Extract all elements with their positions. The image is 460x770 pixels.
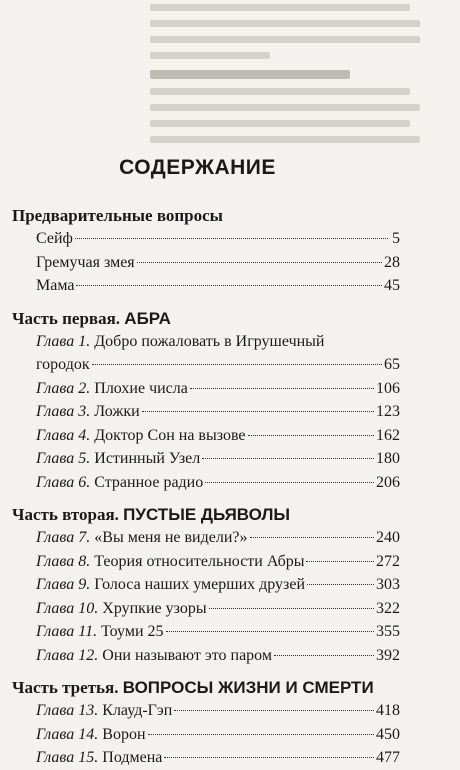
toc-section-preliminary [12, 205, 400, 298]
toc-entry[interactable] [12, 471, 400, 495]
chapter-label: Глава 9. [36, 576, 91, 593]
page-number: 303 [376, 576, 400, 593]
toc-entry[interactable] [12, 251, 400, 275]
entry-title: Добро пожаловать в Игрушечный [94, 332, 325, 350]
dot-leader [142, 411, 374, 412]
toc-entry[interactable] [12, 330, 400, 377]
dot-leader [274, 655, 374, 656]
dot-leader [75, 238, 388, 239]
section-title [12, 308, 400, 330]
section-title [12, 677, 400, 699]
page-number: 355 [376, 623, 400, 640]
entry-title: Истинный Узел [94, 450, 201, 467]
dot-leader [202, 458, 374, 459]
chapter-label: Глава 3. [36, 403, 91, 420]
dot-leader [190, 388, 374, 389]
page-number: 322 [376, 599, 400, 617]
entry-title: «Вы меня не видели?» [94, 529, 248, 546]
toc-section-part-one [12, 308, 400, 495]
toc-entry[interactable] [12, 644, 400, 668]
entry-title: Они называют это паром [102, 646, 272, 664]
dot-leader [248, 435, 374, 436]
dot-leader [92, 364, 382, 365]
dot-leader [209, 608, 374, 609]
dot-leader [164, 757, 374, 758]
toc-section-part-three [12, 677, 400, 770]
dot-leader [148, 734, 375, 735]
page-number: 123 [376, 403, 400, 420]
toc-entry[interactable] [12, 746, 400, 770]
section-title-main: АБРА [124, 308, 171, 328]
toc-entry[interactable] [12, 274, 400, 298]
page-number: 240 [376, 529, 400, 546]
toc-section-part-two [12, 504, 400, 667]
page-number: 418 [376, 702, 400, 719]
page-number: 206 [376, 473, 400, 491]
entry-title: Плохие числа [94, 379, 188, 397]
entry-title: Тоуми 25 [101, 623, 164, 640]
entry-title: Подмена [102, 749, 163, 766]
dot-leader [205, 482, 374, 483]
toc-entry[interactable] [12, 526, 400, 550]
chapter-label: Глава 6. [36, 473, 91, 491]
toc-entry[interactable] [12, 550, 400, 574]
table-of-contents [12, 205, 400, 770]
entry-title: Гремучая змея [36, 253, 135, 271]
page-number: 5 [392, 230, 400, 247]
chapter-label: Глава 2. [36, 379, 91, 397]
toc-entry[interactable] [12, 447, 400, 471]
page-number: 477 [376, 749, 400, 766]
dot-leader [307, 584, 374, 585]
dot-leader [250, 537, 374, 538]
entry-title: Доктор Сон на вызове [94, 426, 246, 444]
page-number: 28 [384, 253, 400, 271]
toc-entry[interactable] [12, 400, 400, 424]
section-title-prefix: Часть первая. [12, 308, 125, 328]
chapter-label: Глава 5. [36, 450, 91, 467]
entry-title: Ложки [94, 403, 140, 420]
page-number: 392 [376, 646, 400, 664]
dot-leader [174, 710, 374, 711]
section-title-prefix: Часть третья. [12, 678, 123, 697]
entry-title: Хрупкие узоры [102, 599, 207, 617]
section-title-main: ВОПРОСЫ ЖИЗНИ И СМЕРТИ [122, 678, 374, 697]
page-number: 162 [376, 426, 400, 444]
chapter-label: Глава 13. [36, 702, 99, 719]
page-number: 272 [376, 552, 400, 570]
toc-entry[interactable] [12, 723, 400, 747]
chapter-label: Глава 14. [36, 725, 99, 743]
page-title: СОДЕРЖАНИЕ [119, 156, 276, 179]
toc-entry[interactable] [12, 227, 400, 251]
dot-leader [137, 262, 382, 263]
toc-entry[interactable] [12, 699, 400, 723]
chapter-label: Глава 11. [36, 623, 98, 640]
dot-leader [306, 561, 374, 562]
entry-title: Голоса наших умерших друзей [94, 576, 306, 593]
section-title [12, 504, 400, 526]
toc-entry[interactable] [12, 597, 400, 621]
page-number: 45 [384, 277, 400, 294]
chapter-label: Глава 4. [36, 426, 91, 444]
page-number: 106 [376, 379, 400, 397]
entry-title-continued: городок [36, 356, 90, 373]
section-title: Предварительные вопросы [12, 206, 223, 225]
page-number: 450 [376, 725, 400, 743]
chapter-label: Глава 15. [36, 749, 99, 766]
chapter-label: Глава 12. [36, 646, 99, 664]
entry-title: Теория относительности Абры [94, 552, 305, 570]
toc-entry[interactable] [12, 377, 400, 401]
page-number: 65 [384, 356, 400, 373]
entry-title: Сейф [36, 230, 73, 247]
section-title-prefix: Часть вторая. [12, 505, 124, 524]
toc-entry[interactable] [12, 573, 400, 597]
toc-entry[interactable] [12, 620, 400, 644]
dot-leader [166, 631, 374, 632]
page-number: 180 [376, 450, 400, 467]
entry-title: Странное радио [94, 473, 204, 491]
section-title-main: ПУСТЫЕ ДЬЯВОЛЫ [123, 505, 291, 524]
dot-leader [76, 285, 382, 286]
chapter-label: Глава 7. [36, 529, 91, 546]
chapter-label: Глава 1. [36, 332, 91, 350]
chapter-label: Глава 10. [36, 599, 99, 617]
toc-entry[interactable] [12, 424, 400, 448]
chapter-label: Глава 8. [36, 552, 91, 570]
entry-title: Мама [36, 277, 75, 294]
entry-title: Ворон [102, 725, 146, 743]
entry-title: Клауд-Гэп [102, 702, 173, 719]
